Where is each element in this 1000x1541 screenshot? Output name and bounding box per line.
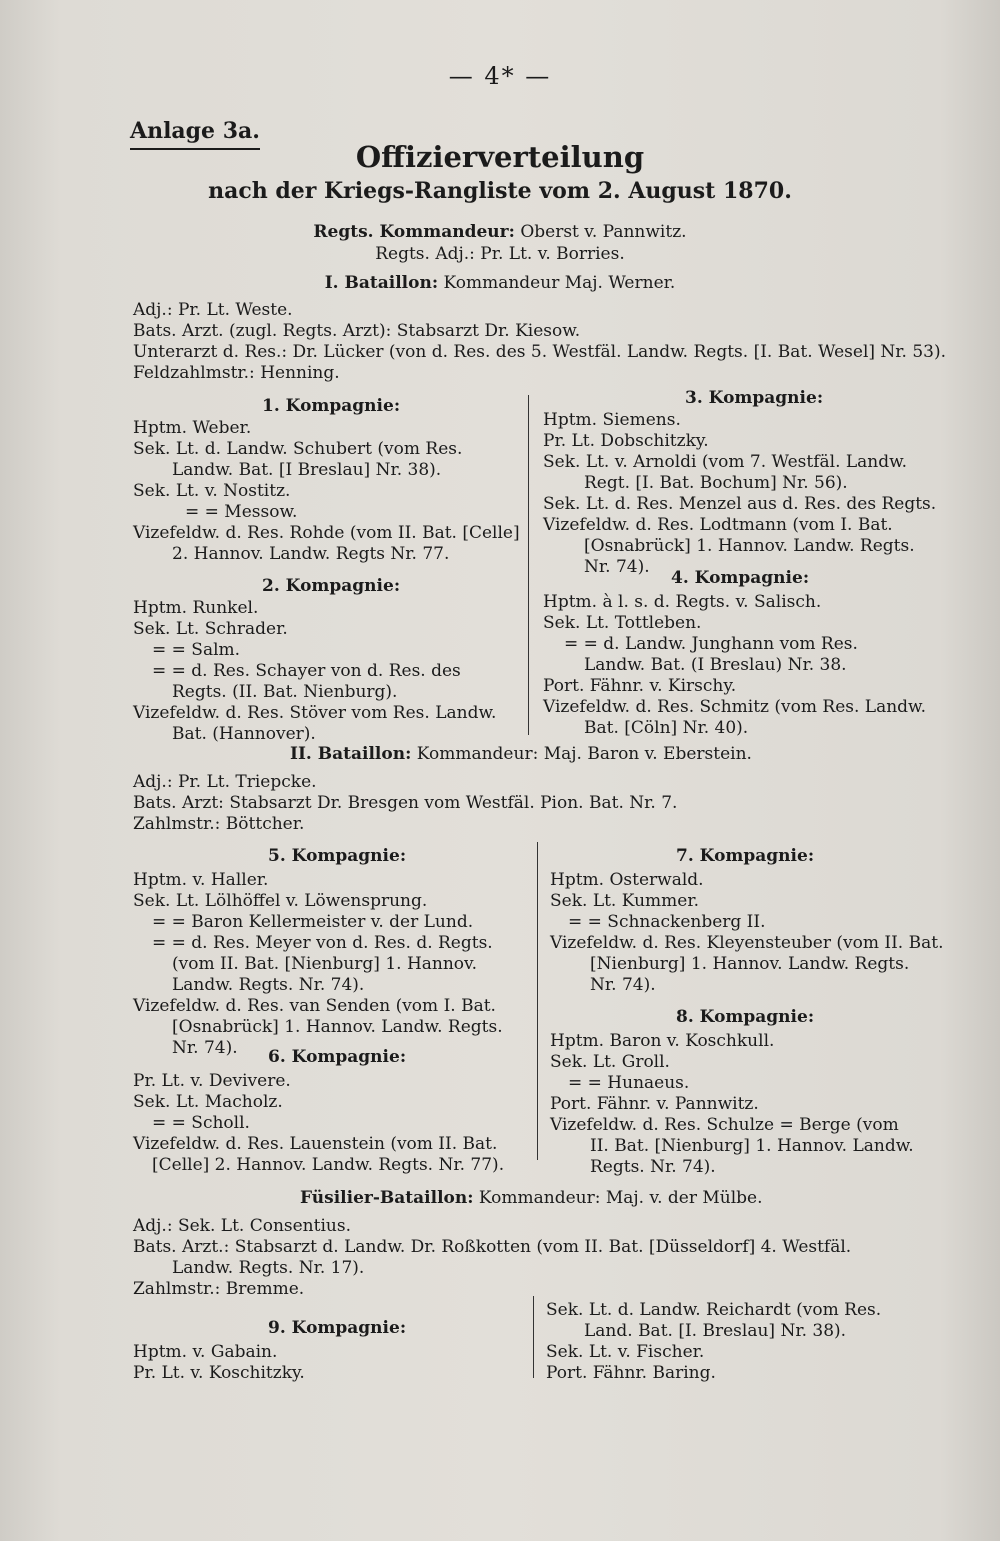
company-entry: Hptm. Runkel.	[133, 598, 259, 618]
company-entry: Port. Fähnr. v. Pannwitz.	[550, 1094, 759, 1114]
company-entry: Bat. (Hannover).	[172, 724, 316, 744]
fusilier-staff-line: Adj.: Sek. Lt. Consentius.	[133, 1216, 351, 1236]
company-entry: = = Hunaeus.	[568, 1073, 690, 1093]
company-7-heading: 7. Kompagnie:	[676, 846, 815, 866]
company-entry: (vom II. Bat. [Nienburg] 1. Hannov.	[172, 954, 478, 974]
company-entry: = = d. Res. Schayer von d. Res. des	[152, 661, 461, 681]
regiment-commander-name: Oberst v. Pannwitz.	[520, 222, 687, 242]
company-entry: Vizefeldw. d. Res. Lauenstein (vom II. Bat.	[133, 1134, 498, 1154]
anlage-label: Anlage 3a.	[130, 118, 260, 150]
company-entry: [Celle] 2. Hannov. Landw. Regts. Nr. 77).	[152, 1155, 505, 1175]
company-entry: = = Baron Kellermeister v. der Lund.	[152, 912, 474, 932]
company-4-heading: 4. Kompagnie:	[671, 568, 810, 588]
battalion-1-header	[0, 273, 1000, 294]
battalion-1-staff-line: Unterarzt d. Res.: Dr. Lücker (von d. Res. des 5. Westfäl. Landw. Regts. [I. Bat. Wesel] Nr. 53).	[133, 342, 947, 362]
battalion-1-label: I. Bataillon:	[324, 273, 439, 293]
company-entry: = = d. Landw. Junghann vom Res.	[564, 634, 858, 654]
company-entry: Landw. Bat. [I Breslau] Nr. 38).	[172, 460, 442, 480]
company-entry: Sek. Lt. d. Landw. Reichardt (vom Res.	[546, 1300, 882, 1320]
company-entry: Vizefeldw. d. Res. Kleyensteuber (vom II. Bat.	[550, 933, 944, 953]
fusilier-staff-line: Landw. Regts. Nr. 17).	[172, 1258, 365, 1278]
battalion-2-commander: Kommandeur: Maj. Baron v. Eberstein.	[416, 744, 752, 764]
company-6-heading: 6. Kompagnie:	[268, 1047, 407, 1067]
company-entry: Sek. Lt. Tottleben.	[543, 613, 702, 633]
company-entry: Sek. Lt. Lölhöffel v. Löwensprung.	[133, 891, 428, 911]
company-entry: II. Bat. [Nienburg] 1. Hannov. Landw.	[590, 1136, 914, 1156]
column-divider	[528, 395, 529, 735]
company-entry: Vizefeldw. d. Res. Rohde (vom II. Bat. [Celle]	[133, 523, 520, 543]
company-entry: Sek. Lt. d. Res. Menzel aus d. Res. des Regts.	[543, 494, 937, 514]
company-entry: Regt. [I. Bat. Bochum] Nr. 56).	[584, 473, 848, 493]
company-entry: Vizefeldw. d. Res. Schulze = Berge (vom	[550, 1115, 899, 1135]
battalion-1-staff-line: Feldzahlmstr.: Henning.	[133, 363, 340, 383]
company-entry: Port. Fähnr. Baring.	[546, 1363, 716, 1383]
company-entry: Sek. Lt. Schrader.	[133, 619, 288, 639]
page-number: — 4* —	[448, 62, 552, 90]
company-entry: Hptm. v. Haller.	[133, 870, 269, 890]
battalion-2-header	[290, 744, 752, 765]
company-entry: Pr. Lt. Dobschitzky.	[543, 431, 709, 451]
fusilier-battalion-header	[300, 1188, 763, 1209]
regiment-commander	[0, 222, 1000, 243]
company-entry: Sek. Lt. v. Arnoldi (vom 7. Westfäl. Landw.	[543, 452, 908, 472]
company-2-heading: 2. Kompagnie:	[262, 576, 401, 596]
battalion-1-staff-line: Bats. Arzt. (zugl. Regts. Arzt): Stabsarzt Dr. Kiesow.	[133, 321, 581, 341]
company-entry: Sek. Lt. Groll.	[550, 1052, 670, 1072]
company-entry: [Nienburg] 1. Hannov. Landw. Regts.	[590, 954, 910, 974]
page-subtitle: nach der Kriegs-Rangliste vom 2. August 1870.	[208, 178, 792, 204]
company-entry: Hptm. Baron v. Koschkull.	[550, 1031, 775, 1051]
fusilier-staff-line: Bats. Arzt.: Stabsarzt d. Landw. Dr. Roßkotten (vom II. Bat. [Düsseldorf] 4. Westfäl.	[133, 1237, 852, 1257]
company-entry: Sek. Lt. Kummer.	[550, 891, 699, 911]
company-entry: Nr. 74).	[590, 975, 656, 995]
company-entry: Pr. Lt. v. Devivere.	[133, 1071, 291, 1091]
company-8-heading: 8. Kompagnie:	[676, 1007, 815, 1027]
battalion-2-staff-line: Adj.: Pr. Lt. Triepcke.	[133, 772, 317, 792]
company-1-heading: 1. Kompagnie:	[262, 396, 401, 416]
company-entry: Port. Fähnr. v. Kirschy.	[543, 676, 737, 696]
company-entry: = = Salm.	[152, 640, 241, 660]
regiment-commander-label: Regts. Kommandeur:	[313, 222, 515, 242]
company-entry: = = Schnackenberg II.	[568, 912, 766, 932]
company-entry: = = Scholl.	[152, 1113, 250, 1133]
battalion-1-staff-line: Adj.: Pr. Lt. Weste.	[133, 300, 293, 320]
company-entry: Hptm. v. Gabain.	[133, 1342, 278, 1362]
fusilier-battalion-label: Füsilier-Bataillon:	[300, 1188, 474, 1208]
company-entry: Land. Bat. [I. Breslau] Nr. 38).	[584, 1321, 847, 1341]
company-entry: 2. Hannov. Landw. Regts Nr. 77.	[172, 544, 450, 564]
company-3-heading: 3. Kompagnie:	[685, 388, 824, 408]
company-entry: Vizefeldw. d. Res. Schmitz (vom Res. Landw.	[543, 697, 926, 717]
company-entry: [Osnabrück] 1. Hannov. Landw. Regts.	[172, 1017, 503, 1037]
company-5-heading: 5. Kompagnie:	[268, 846, 407, 866]
company-entry: Hptm. Osterwald.	[550, 870, 704, 890]
company-9-heading: 9. Kompagnie:	[268, 1318, 407, 1338]
company-entry: Pr. Lt. v. Koschitzky.	[133, 1363, 305, 1383]
company-entry: Hptm. Weber.	[133, 418, 252, 438]
column-divider	[537, 842, 538, 1160]
fusilier-battalion-commander: Kommandeur: Maj. v. der Mülbe.	[478, 1188, 763, 1208]
company-entry: Landw. Regts. Nr. 74).	[172, 975, 365, 995]
company-entry: Vizefeldw. d. Res. van Senden (vom I. Bat.	[133, 996, 496, 1016]
fusilier-staff-line: Zahlmstr.: Bremme.	[133, 1279, 305, 1299]
company-entry: = = Messow.	[185, 502, 298, 522]
company-entry: Regts. Nr. 74).	[590, 1157, 716, 1177]
battalion-2-staff-line: Bats. Arzt: Stabsarzt Dr. Bresgen vom Westfäl. Pion. Bat. Nr. 7.	[133, 793, 678, 813]
company-entry: Nr. 74).	[584, 557, 650, 577]
company-entry: Bat. [Cöln] Nr. 40).	[584, 718, 749, 738]
company-entry: Vizefeldw. d. Res. Lodtmann (vom I. Bat.	[543, 515, 893, 535]
company-entry: Vizefeldw. d. Res. Stöver vom Res. Landw.	[133, 703, 497, 723]
company-entry: Nr. 74).	[172, 1038, 238, 1058]
battalion-2-staff-line: Zahlmstr.: Böttcher.	[133, 814, 305, 834]
company-entry: Sek. Lt. Macholz.	[133, 1092, 283, 1112]
company-entry: Hptm. à l. s. d. Regts. v. Salisch.	[543, 592, 822, 612]
column-divider	[533, 1296, 534, 1378]
battalion-2-label: II. Bataillon:	[290, 744, 412, 764]
company-entry: Landw. Bat. (I Breslau) Nr. 38.	[584, 655, 847, 675]
regiment-adjutant: Regts. Adj.: Pr. Lt. v. Borries.	[375, 244, 625, 264]
battalion-1-commander: Kommandeur Maj. Werner.	[443, 273, 676, 293]
company-entry: Sek. Lt. v. Fischer.	[546, 1342, 705, 1362]
company-entry: = = d. Res. Meyer von d. Res. d. Regts.	[152, 933, 493, 953]
company-entry: Regts. (II. Bat. Nienburg).	[172, 682, 398, 702]
page-title: Offizierverteilung	[355, 140, 645, 174]
company-entry: [Osnabrück] 1. Hannov. Landw. Regts.	[584, 536, 915, 556]
company-entry: Sek. Lt. d. Landw. Schubert (vom Res.	[133, 439, 463, 459]
company-entry: Sek. Lt. v. Nostitz.	[133, 481, 291, 501]
company-entry: Hptm. Siemens.	[543, 410, 681, 430]
